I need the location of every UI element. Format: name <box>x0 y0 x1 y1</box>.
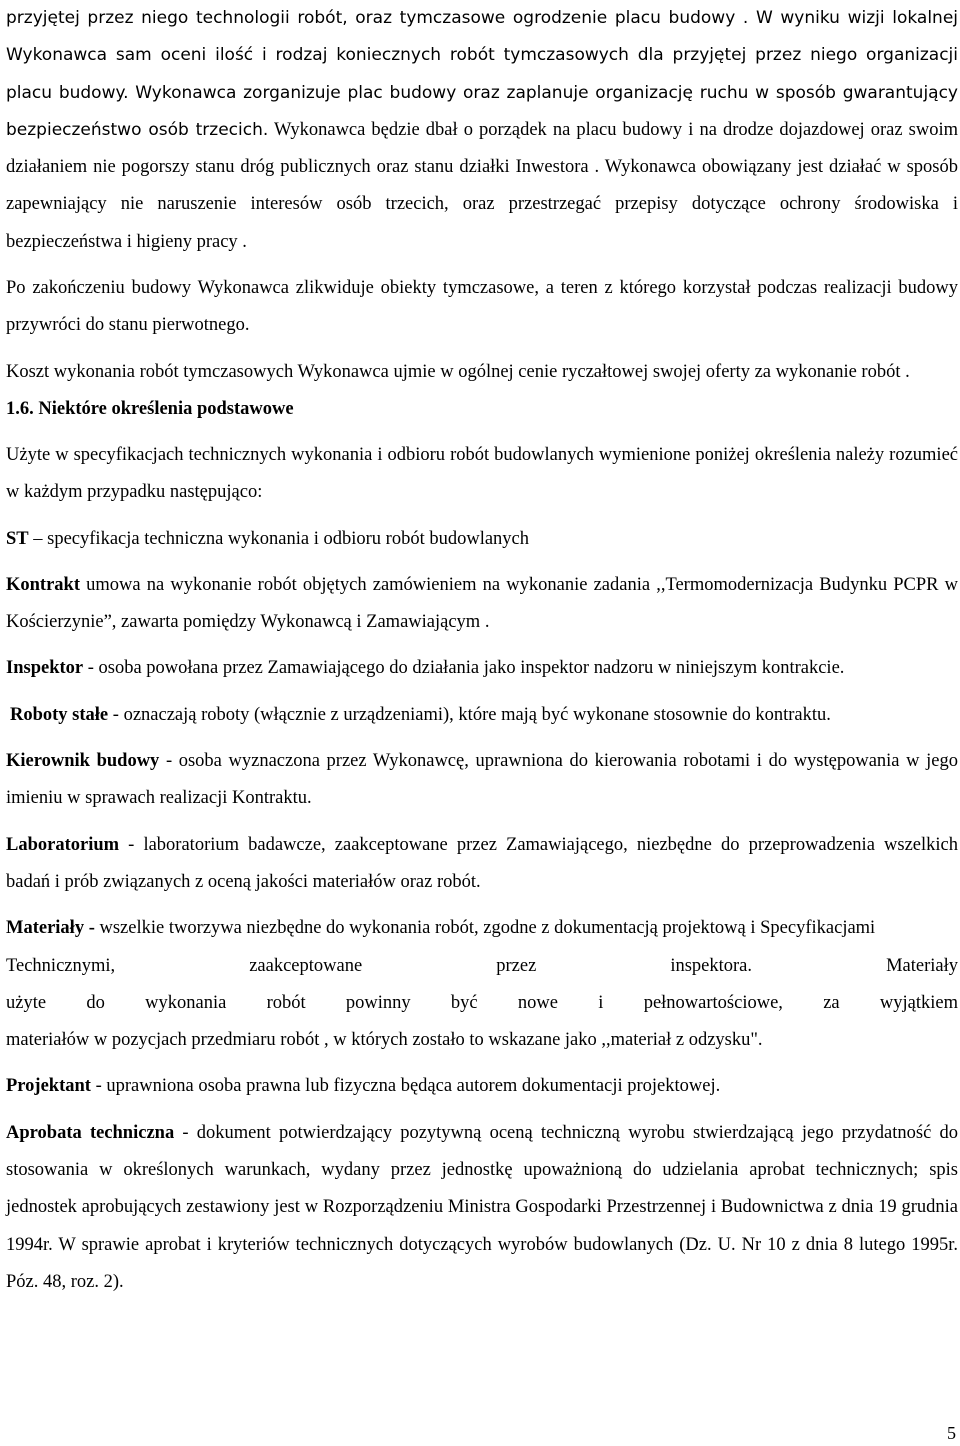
definition-term: Materiały - <box>6 918 95 939</box>
definition-term: Projektant <box>6 1076 91 1097</box>
page-number: 5 <box>947 1423 956 1443</box>
definition-laboratorium <box>6 827 958 902</box>
section-heading: 1.6. Niektóre określenia podstawowe <box>6 398 294 419</box>
intro-text-a: przyjętej przez niego technologii robót, oraz tymczasowe ogrodzenie placu budowy . W wyniku wizji lokalnej Wykonawca sam oceni ilość i rodzaj koniecznych robót tymczasowych dla przyjętej przez niego organizacji placu budowy. Wykonawca zorganizuje plac budowy oraz zaplanuje organizację ruchu w sposób gwarantujący bezpieczeństwo osób trzecich. <box>6 8 958 140</box>
intro-paragraph-1 <box>6 0 958 261</box>
definition-materialy-line-1 <box>6 910 958 947</box>
definition-kontrakt <box>6 567 958 642</box>
definition-materialy <box>6 910 958 1059</box>
document-page <box>6 0 958 1301</box>
definition-aprobata-techniczna <box>6 1115 958 1301</box>
intro-paragraph-3: Koszt wykonania robót tymczasowych Wykonawca ujmie w ogólnej cenie ryczałtowej swojej oferty za wykonanie robót . <box>6 361 910 382</box>
definition-term: Aprobata techniczna <box>6 1122 175 1143</box>
definition-materialy-line-4: materiałów w pozycjach przedmiaru robót , w których zostało to wskazane jako ,,materiał z odzysku". <box>6 1030 763 1051</box>
definition-roboty-stale <box>6 697 958 734</box>
definition-term: ST <box>6 528 29 549</box>
definition-kierownik-budowy <box>6 743 958 818</box>
intro-text-b: Wykonawca będzie dbał o porządek na placu budowy i na drodze dojazdowej oraz swoim działaniem nie pogorszy stanu dróg publicznych oraz stanu działki Inwestora . Wykonawca obowiązany jest działać w sposób zapewniający nie naruszenie interesów osób trzecich, oraz przestrzegać przepisy dotyczące ochrony środowiska i bezpieczeństwa i higieny pracy . <box>6 119 958 252</box>
definition-materialy-line-2: Technicznymi, zaakceptowane przez inspektora. Materiały <box>6 955 958 976</box>
definition-term: Laboratorium <box>6 834 120 855</box>
intro-paragraph-2: Po zakończeniu budowy Wykonawca zlikwiduje obiekty tymczasowe, a teren z którego korzystał podczas realizacji budowy przywróci do stanu pierwotnego. <box>6 278 958 336</box>
definition-text: - osoba powołana przez Zamawiającego do działania jako inspektor nadzoru w niniejszym kontrakcie. <box>83 658 845 679</box>
definition-term: Kontrakt <box>6 574 80 595</box>
definition-text: - laboratorium badawcze, zaakceptowane przez Zamawiającego, niezbędne do przeprowadzenia wszelkich badań i prób związanych z oceną jakości materiałów oraz robót. <box>6 834 958 892</box>
definition-materialy-line-3: użyte do wykonania robót powinny być nowe i pełnowartościowe, za wyjątkiem <box>6 992 958 1013</box>
definition-text: - uprawniona osoba prawna lub fizyczna będąca autorem dokumentacji projektowej. <box>90 1076 721 1097</box>
definition-text: umowa na wykonanie robót objętych zamówieniem na wykonanie zadania ,,Termomodernizacja Budynku PCPR w Kościerzynie”, zawarta pomiędzy Wykonawcą i Zamawiającym . <box>6 574 958 633</box>
definition-inspektor <box>6 650 958 687</box>
definition-term: Inspektor <box>6 658 84 679</box>
definition-text: - dokument potwierdzający pozytywną oceną techniczną wyrobu stwierdzającą jego przydatność do stosowania w określonych warunkach, wydany przez jednostkę upoważnioną do udzielania aprobat technicznych; spis jednostek aprobujących zestawiony jest w Rozporządzeniu Ministra Gospodarki Przestrzennej i Budownictwa z dnia 19 grudnia 1994r. W sprawie aprobat i kryteriów technicznych dotyczących wyrobów budowlanych (Dz. U. Nr 10 z dnia 8 lutego 1995r. Póz. 48, roz. 2). <box>6 1122 958 1292</box>
definition-term: Roboty stałe <box>10 704 109 725</box>
definition-text: – specyfikacja techniczna wykonania i odbioru robót budowlanych <box>28 528 530 549</box>
definition-st <box>6 521 958 558</box>
section-intro: Użyte w specyfikacjach technicznych wykonania i odbioru robót budowlanych wymienione poniżej określenia należy rozumieć w każdym przypadku następująco: <box>6 444 958 503</box>
definition-term: Kierownik budowy <box>6 751 160 772</box>
definition-text: wszelkie tworzywa niezbędne do wykonania robót, zgodne z dokumentacją projektową i Specyfikacjami <box>94 918 876 939</box>
definition-text: - oznaczają roboty (włącznie z urządzeniami), które mają być wykonane stosownie do kontraktu. <box>108 704 831 725</box>
definition-text: - osoba wyznaczona przez Wykonawcę, uprawniona do kierowania robotami i do występowania w jego imieniu w sprawach realizacji Kontraktu. <box>6 751 958 809</box>
definition-projektant <box>6 1068 958 1105</box>
